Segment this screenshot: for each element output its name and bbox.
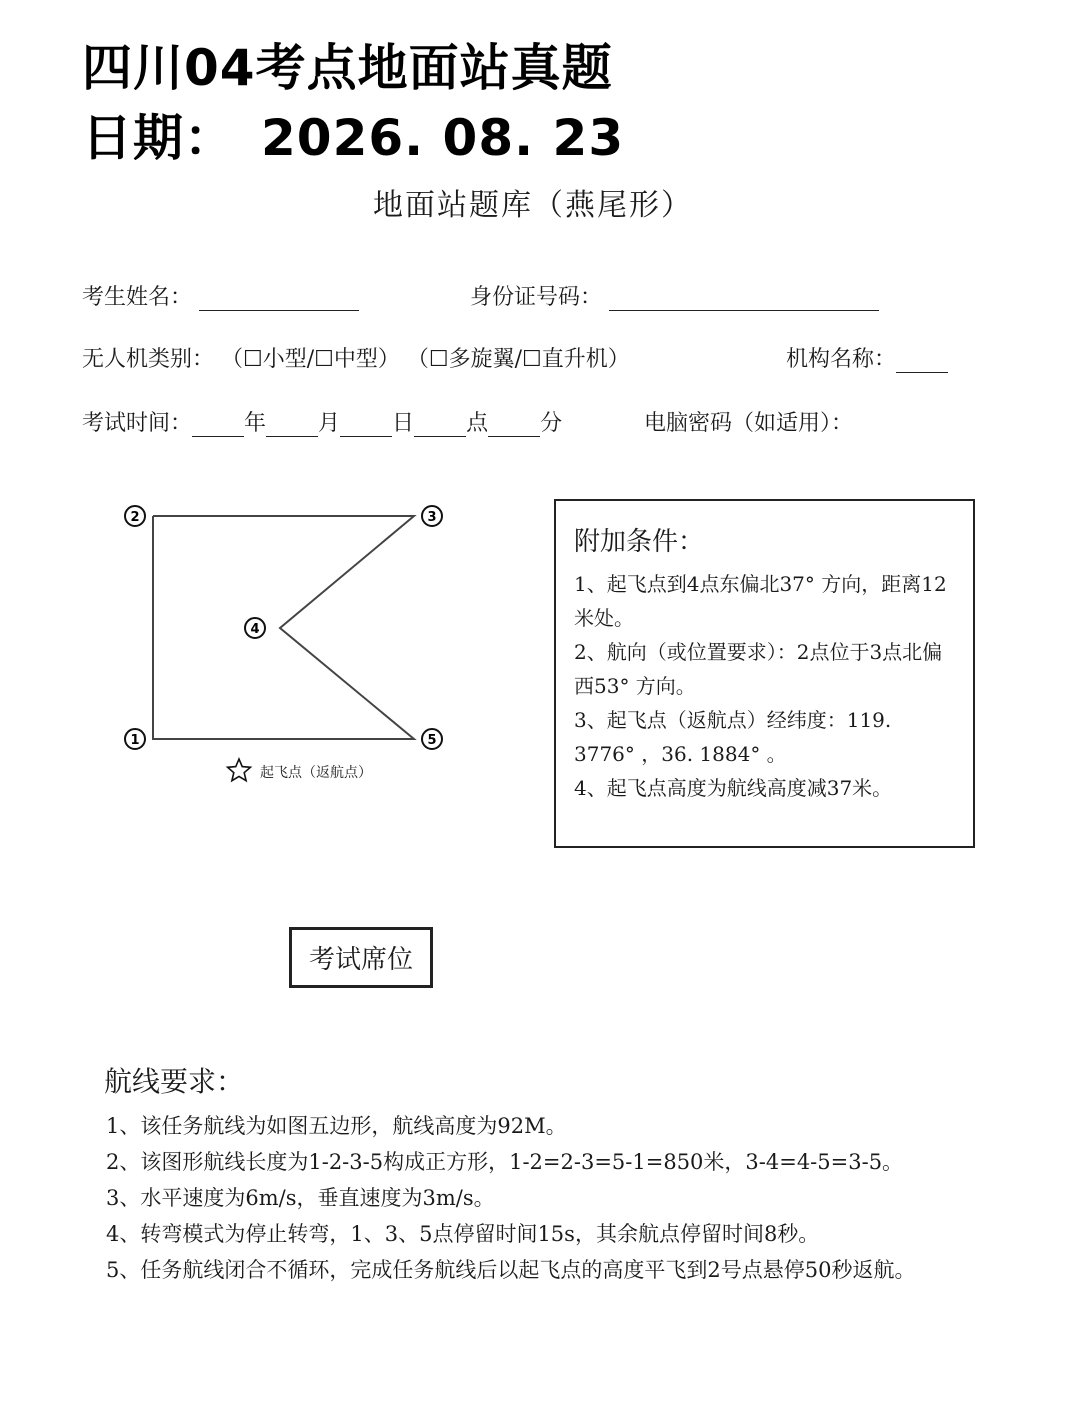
year-line[interactable] [192,414,244,437]
year-unit: 年 [244,411,267,436]
star-icon [228,759,251,781]
month-unit: 月 [318,411,341,436]
category-label: 无人机类别： [82,347,215,372]
id-label: 身份证号码： [470,285,603,310]
page-title: 四川04考点地面站真题 [82,39,613,97]
conditions-box [554,499,975,848]
waypoint-2 [125,506,145,526]
route-item: 4、转弯模式为停止转弯，1、3、5点停留时间15s，其余航点停留时间8秒。 [106,1222,820,1246]
hour-unit: 点 [466,411,489,436]
svg-text:3: 3 [427,510,437,525]
date-value: 2026. 08. 23 [261,109,625,167]
svg-text:1: 1 [130,733,140,748]
conditions-list [574,567,954,805]
waypoint-3 [422,506,442,526]
takeoff-legend-text: 起飞点（返航点） [260,765,372,781]
org-label: 机构名称： [786,347,897,372]
name-label: 考生姓名： [82,285,193,310]
exam-time-field [82,406,562,437]
waypoint-4 [245,618,265,638]
id-field [470,280,879,311]
route-item: 3、水平速度为6m/s，垂直速度为3m/s。 [106,1186,495,1210]
id-input-line[interactable] [609,288,879,311]
day-unit: 日 [392,411,415,436]
day-line[interactable] [340,414,392,437]
month-line[interactable] [266,414,318,437]
route-requirements-title: 航线要求： [104,1065,245,1098]
minute-line[interactable] [488,414,540,437]
route-diagram [110,495,470,795]
conditions-title: 附加条件： [574,527,705,557]
category-type-options[interactable]: （☐多旋翼/☐直升机） [406,347,630,372]
condition-item: 1、起飞点到4点东偏北37° 方向，距离12米处。 [574,572,947,630]
svg-text:5: 5 [427,733,437,748]
condition-item: 2、航向（或位置要求）：2点位于3点北偏西53° 方向。 [574,640,943,698]
minute-unit: 分 [540,411,563,436]
route-item: 1、该任务航线为如图五边形，航线高度为92M。 [106,1114,567,1138]
route-item: 2、该图形航线长度为1-2-3-5构成正方形，1-2=2-3=5-1=850米，3-4=4-5=3-5。 [106,1150,904,1174]
hour-line[interactable] [414,414,466,437]
time-label: 考试时间： [82,411,193,436]
route-requirements-list [106,1108,986,1288]
name-input-line[interactable] [199,288,359,311]
org-field [786,342,948,373]
document-title: 地面站题库（燕尾形） [373,188,693,223]
category-size-options[interactable]: （☐小型/☐中型） [221,347,400,372]
org-input-line[interactable] [896,350,948,373]
route-item: 5、任务航线闭合不循环，完成任务航线后以起飞点的高度平飞到2号点悬停50秒返航。 [106,1258,916,1282]
svg-text:4: 4 [250,622,260,637]
svg-text:2: 2 [130,510,140,525]
waypoint-5 [422,729,442,749]
exam-seat-box [289,927,433,988]
name-field [82,280,359,311]
waypoint-1 [125,729,145,749]
date-line [82,98,624,170]
condition-item: 4、起飞点高度为航线高度减37米。 [574,776,893,800]
exam-seat-label: 考试席位 [308,945,413,975]
date-label: 日期： [82,109,235,167]
condition-item: 3、起飞点（返航点）经纬度：119. 3776° ，36. 1884° 。 [574,708,892,766]
password-label: 电脑密码（如适用）： [644,411,854,436]
category-field [82,342,630,373]
route-path [153,516,414,739]
